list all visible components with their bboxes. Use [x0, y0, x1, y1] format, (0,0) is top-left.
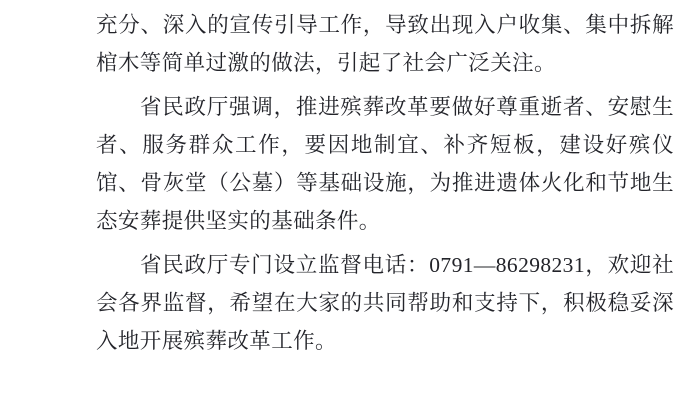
article-body: [96, 6, 674, 360]
paragraph-3: 省民政厅专门设立监督电话：0791—86298231，欢迎社会各界监督，希望在大家的共同帮助和支持下，积极稳妥深入地开展殡葬改革工作。: [96, 253, 674, 353]
paragraph-2: 省民政厅强调，推进殡葬改革要做好尊重逝者、安慰生者、服务群众工作，要因地制宜、补齐短板，建设好殡仪馆、骨灰堂（公墓）等基础设施，为推进遗体火化和节地生态安葬提供坚实的基础条件。: [96, 95, 674, 233]
paragraph-1: 充分、深入的宣传引导工作，导致出现入户收集、集中拆解棺木等简单过激的做法，引起了社会广泛关注。: [96, 13, 674, 75]
